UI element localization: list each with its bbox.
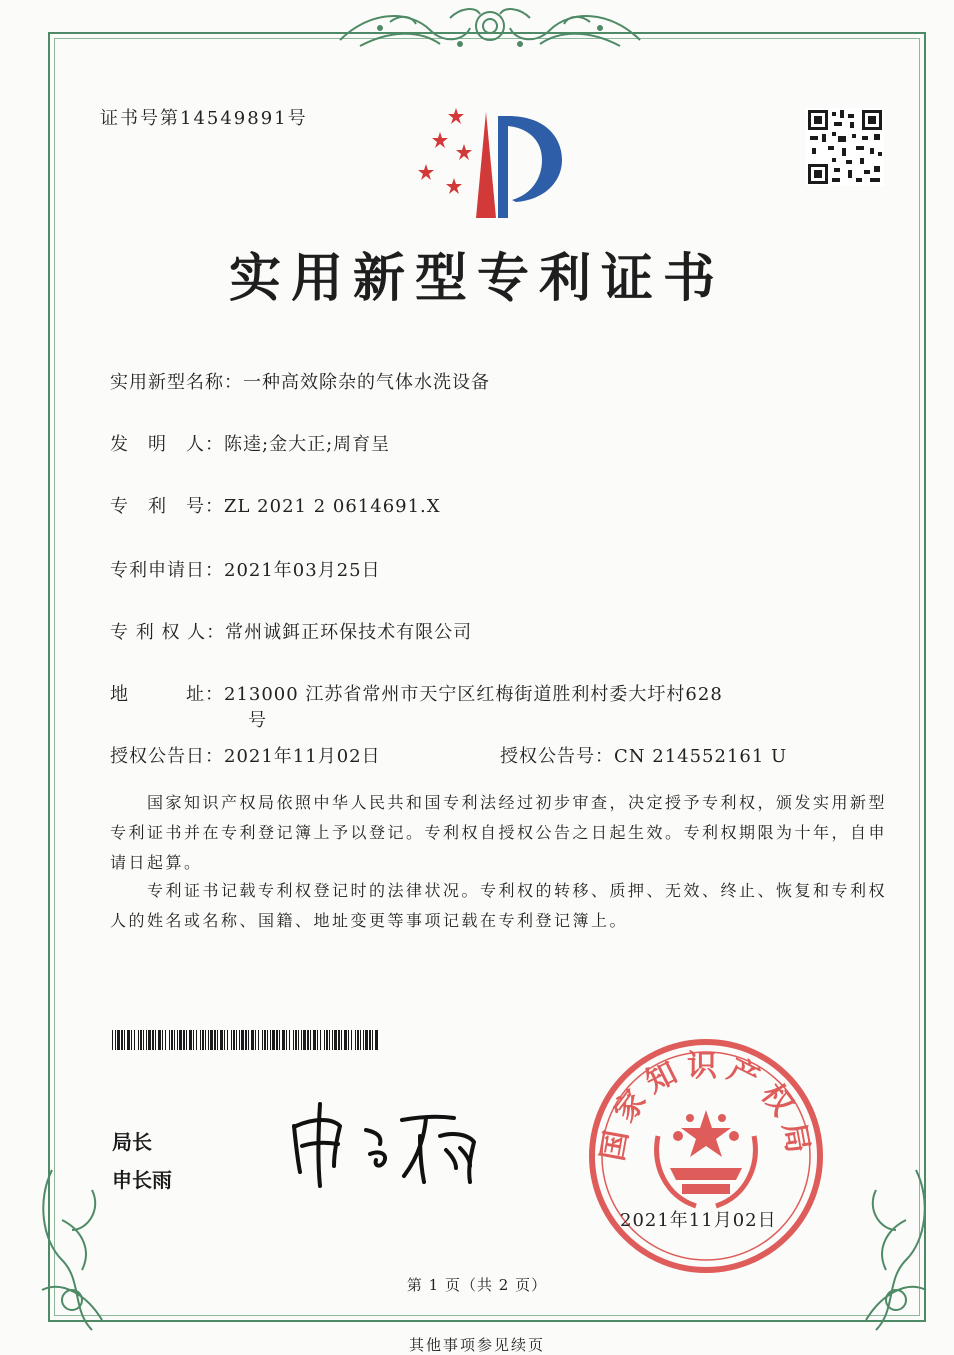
barcode-bar bbox=[169, 1030, 170, 1050]
address-value-line2: 号 bbox=[248, 710, 267, 731]
barcode-bar bbox=[341, 1030, 342, 1050]
utility-model-name-label: 实用新型名称： bbox=[110, 372, 243, 393]
barcode-bar bbox=[140, 1030, 142, 1050]
barcode-bar bbox=[214, 1030, 216, 1050]
barcode-bar bbox=[270, 1030, 271, 1050]
barcode-bar bbox=[372, 1030, 373, 1050]
barcode-bar bbox=[152, 1030, 154, 1050]
seal-text: 国家知识产权局 bbox=[595, 1049, 817, 1164]
barcode-bar bbox=[202, 1030, 204, 1050]
patent-number-row bbox=[110, 492, 441, 518]
barcode-bar bbox=[334, 1030, 337, 1050]
patentee-label: 专 利 权 人： bbox=[110, 622, 226, 643]
director-name: 申长雨 bbox=[112, 1168, 172, 1192]
barcode-bar bbox=[338, 1030, 340, 1050]
barcode-bar bbox=[360, 1030, 361, 1050]
qr-code bbox=[806, 108, 884, 186]
barcode-bar bbox=[272, 1030, 275, 1050]
barcode-bar bbox=[174, 1030, 175, 1050]
barcode-bar bbox=[236, 1030, 237, 1050]
barcode-bar bbox=[355, 1030, 356, 1050]
barcode-bar bbox=[320, 1030, 321, 1050]
barcode-bar bbox=[264, 1030, 266, 1050]
barcode-bar bbox=[239, 1030, 240, 1050]
address-value-line1: 213000 江苏省常州市天宁区红梅街道胜利村委大圩村628 bbox=[224, 684, 723, 705]
barcode-bar bbox=[162, 1030, 163, 1050]
barcode-bar bbox=[282, 1030, 285, 1050]
barcode-bar bbox=[289, 1030, 290, 1050]
barcode-bar bbox=[189, 1030, 192, 1050]
barcode-bar bbox=[196, 1030, 197, 1050]
barcode-bar bbox=[326, 1030, 328, 1050]
barcode-bar bbox=[200, 1030, 201, 1050]
barcode-bar bbox=[295, 1030, 297, 1050]
filing-date-row bbox=[110, 556, 381, 582]
barcode bbox=[112, 1030, 380, 1050]
barcode-bar bbox=[117, 1030, 120, 1050]
barcode-bar bbox=[224, 1030, 225, 1050]
barcode-bar bbox=[208, 1030, 209, 1050]
director-title: 局长 bbox=[112, 1130, 152, 1154]
legal-paragraph-1: 国家知识产权局依照中华人民共和国专利法经过初步审查，决定授予专利权，颁发实用新型专利证书并在专利登记簿上予以登记。专利权自授权公告之日起生效。专利权期限为十年，自申请日起算。 bbox=[110, 793, 888, 872]
barcode-bar bbox=[193, 1030, 194, 1050]
barcode-bar bbox=[134, 1030, 135, 1050]
director-signature bbox=[284, 1096, 506, 1188]
barcode-bar bbox=[313, 1030, 316, 1050]
barcode-bar bbox=[262, 1030, 263, 1050]
barcode-bar bbox=[146, 1030, 147, 1050]
barcode-bar bbox=[307, 1030, 309, 1050]
legal-paragraph-2: 专利证书记载专利权登记时的法律状况。专利权的转移、质押、无效、终止、恢复和专利权人的姓名或名称、国籍、地址变更等事项记载在专利登记簿上。 bbox=[110, 881, 888, 930]
cnipa-logo bbox=[412, 104, 572, 224]
barcode-bar bbox=[115, 1030, 116, 1050]
barcode-bar bbox=[251, 1030, 254, 1050]
barcode-bar bbox=[112, 1030, 113, 1050]
barcode-bar bbox=[186, 1030, 187, 1050]
barcode-bar bbox=[344, 1030, 347, 1050]
grant-date-value: 2021年11月02日 bbox=[224, 746, 381, 767]
certificate-number: 证书号第14549891号 bbox=[100, 108, 308, 129]
barcode-bar bbox=[158, 1030, 161, 1050]
barcode-bar bbox=[233, 1030, 235, 1050]
barcode-bar bbox=[348, 1030, 349, 1050]
seal-date: 2021年11月02日 bbox=[620, 1210, 777, 1231]
barcode-bar bbox=[138, 1030, 139, 1050]
barcode-bar bbox=[267, 1030, 268, 1050]
utility-model-name-row bbox=[110, 368, 490, 394]
barcode-bar bbox=[276, 1030, 278, 1050]
grant-number-value: CN 214552161 U bbox=[614, 746, 788, 767]
inventor-value: 陈逵;金大正;周育呈 bbox=[224, 434, 391, 455]
barcode-bar bbox=[365, 1030, 368, 1050]
patentee-row bbox=[110, 618, 472, 644]
barcode-bar bbox=[227, 1030, 228, 1050]
barcode-bar bbox=[177, 1030, 178, 1050]
barcode-bar bbox=[231, 1030, 232, 1050]
inventor-row bbox=[110, 430, 390, 456]
page-title: 实用新型专利证书 bbox=[228, 249, 725, 309]
barcode-bar bbox=[171, 1030, 173, 1050]
barcode-bar bbox=[148, 1030, 151, 1050]
barcode-bar bbox=[183, 1030, 185, 1050]
barcode-bar bbox=[245, 1030, 247, 1050]
barcode-bar bbox=[217, 1030, 218, 1050]
barcode-bar bbox=[143, 1030, 144, 1050]
barcode-bar bbox=[131, 1030, 132, 1050]
page-number: 第 1 页（共 2 页） bbox=[406, 1276, 548, 1294]
barcode-bar bbox=[351, 1030, 352, 1050]
barcode-bar bbox=[298, 1030, 299, 1050]
barcode-bar bbox=[369, 1030, 371, 1050]
inventor-label: 发 明 人： bbox=[110, 434, 224, 455]
barcode-bar bbox=[241, 1030, 244, 1050]
barcode-bar bbox=[303, 1030, 306, 1050]
barcode-bar bbox=[210, 1030, 213, 1050]
barcode-bar bbox=[286, 1030, 287, 1050]
continuation-note: 其他事项参见续页 bbox=[408, 1336, 545, 1354]
barcode-bar bbox=[165, 1030, 166, 1050]
barcode-bar bbox=[155, 1030, 156, 1050]
grant-date-label: 授权公告日： bbox=[110, 746, 224, 767]
barcode-bar bbox=[293, 1030, 294, 1050]
patent-number-label: 专 利 号： bbox=[110, 496, 224, 517]
barcode-bar bbox=[255, 1030, 256, 1050]
barcode-bar bbox=[121, 1030, 123, 1050]
address-row bbox=[110, 680, 723, 706]
barcode-bar bbox=[205, 1030, 206, 1050]
filing-date-value: 2021年03月25日 bbox=[224, 560, 381, 581]
barcode-bar bbox=[279, 1030, 280, 1050]
patentee-value: 常州诚鉺正环保技术有限公司 bbox=[225, 622, 473, 643]
barcode-bar bbox=[329, 1030, 330, 1050]
grant-number-row bbox=[500, 742, 787, 768]
top-ornament bbox=[330, 0, 650, 62]
official-seal bbox=[586, 1036, 826, 1276]
barcode-bar bbox=[332, 1030, 333, 1050]
patent-number-value: ZL 2021 2 0614691.X bbox=[224, 496, 441, 517]
filing-date-label: 专利申请日： bbox=[110, 560, 224, 581]
barcode-bar bbox=[258, 1030, 259, 1050]
barcode-bar bbox=[179, 1030, 182, 1050]
barcode-bar bbox=[363, 1030, 364, 1050]
barcode-bar bbox=[310, 1030, 311, 1050]
grant-number-label: 授权公告号： bbox=[500, 746, 614, 767]
barcode-bar bbox=[124, 1030, 125, 1050]
barcode-bar bbox=[301, 1030, 302, 1050]
address-label: 地 址： bbox=[110, 684, 224, 705]
barcode-bar bbox=[317, 1030, 318, 1050]
utility-model-name-value: 一种高效除杂的气体水洗设备 bbox=[243, 372, 490, 393]
barcode-bar bbox=[248, 1030, 249, 1050]
barcode-bar bbox=[220, 1030, 223, 1050]
barcode-bar bbox=[375, 1030, 378, 1050]
grant-date-row bbox=[110, 742, 381, 768]
barcode-bar bbox=[324, 1030, 325, 1050]
barcode-bar bbox=[357, 1030, 359, 1050]
barcode-bar bbox=[127, 1030, 130, 1050]
